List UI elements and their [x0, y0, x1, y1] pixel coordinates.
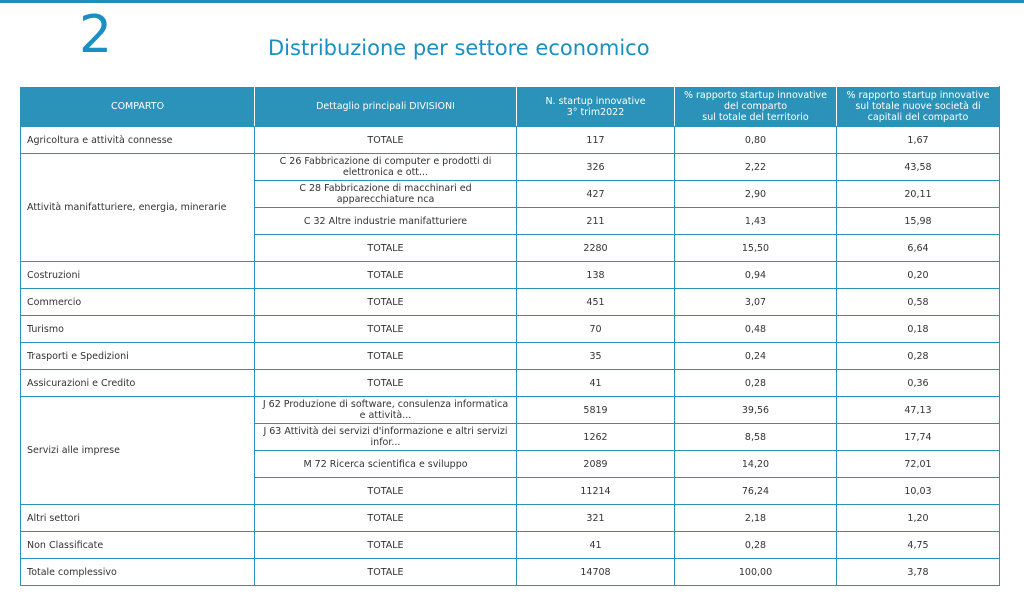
pct-nuove-cell: 0,18 — [837, 316, 1000, 343]
pct-nuove-cell: 20,11 — [837, 181, 1000, 208]
pct-nuove-cell: 47,13 — [837, 397, 1000, 424]
header-line: Dettaglio principali DIVISIONI — [316, 101, 455, 112]
pct-territorio-cell: 0,94 — [675, 262, 837, 289]
pct-nuove-cell: 72,01 — [837, 451, 1000, 478]
divisione-cell: TOTALE — [255, 235, 517, 262]
table-row — [21, 559, 1000, 586]
pct-territorio-cell: 2,18 — [675, 505, 837, 532]
pct-nuove-cell: 1,67 — [837, 127, 1000, 154]
divisione-cell: M 72 Ricerca scientifica e sviluppo — [255, 451, 517, 478]
pct-territorio-cell: 100,00 — [675, 559, 837, 586]
pct-nuove-cell: 17,74 — [837, 424, 1000, 451]
header-line: N. startup innovative — [545, 95, 646, 107]
n-startup-cell: 326 — [517, 154, 675, 181]
header-line: COMPARTO — [110, 101, 165, 112]
n-startup-cell: 14708 — [517, 559, 675, 586]
pct-territorio-cell: 0,48 — [675, 316, 837, 343]
divisione-cell: TOTALE — [255, 343, 517, 370]
pct-territorio-cell: 3,07 — [675, 289, 837, 316]
pct-nuove-cell: 0,28 — [837, 343, 1000, 370]
table-row — [21, 370, 1000, 397]
header-pct-territorio — [675, 87, 837, 127]
divisione-cell: TOTALE — [255, 478, 517, 505]
pct-territorio-cell: 0,80 — [675, 127, 837, 154]
header-line: sul totale nuove società di — [855, 101, 981, 112]
divisione-cell: TOTALE — [255, 559, 517, 586]
comparto-cell: Commercio — [21, 289, 255, 316]
table-header-row — [21, 87, 1000, 127]
pct-nuove-cell: 6,64 — [837, 235, 1000, 262]
header-n-startup — [517, 87, 675, 127]
pct-nuove-cell: 43,58 — [837, 154, 1000, 181]
table-row — [21, 154, 1000, 181]
pct-territorio-cell: 2,90 — [675, 181, 837, 208]
pct-nuove-cell: 15,98 — [837, 208, 1000, 235]
n-startup-cell: 427 — [517, 181, 675, 208]
divisione-cell: J 62 Produzione di software, consulenza informatica e attività... — [255, 397, 517, 424]
table-row — [21, 343, 1000, 370]
page-number: 2 — [79, 5, 113, 65]
table-row — [21, 316, 1000, 343]
divisione-cell: TOTALE — [255, 262, 517, 289]
table-row — [21, 532, 1000, 559]
comparto-cell: Assicurazioni e Credito — [21, 370, 255, 397]
divisione-cell: C 26 Fabbricazione di computer e prodotti di elettronica e ott... — [255, 154, 517, 181]
comparto-cell: Totale complessivo — [21, 559, 255, 586]
table-row — [21, 505, 1000, 532]
comparto-cell: Non Classificate — [21, 532, 255, 559]
header-line: % rapporto startup innovative — [846, 90, 990, 101]
header-line: del comparto — [723, 101, 788, 112]
sector-distribution-table — [20, 86, 1000, 586]
pct-nuove-cell: 0,20 — [837, 262, 1000, 289]
n-startup-cell: 2089 — [517, 451, 675, 478]
n-startup-cell: 117 — [517, 127, 675, 154]
pct-nuove-cell: 0,36 — [837, 370, 1000, 397]
pct-nuove-cell: 10,03 — [837, 478, 1000, 505]
divisione-cell: J 63 Attività dei servizi d'informazione e altri servizi infor... — [255, 424, 517, 451]
n-startup-cell: 451 — [517, 289, 675, 316]
pct-nuove-cell: 3,78 — [837, 559, 1000, 586]
comparto-cell: Servizi alle imprese — [21, 397, 255, 505]
pct-territorio-cell: 0,28 — [675, 370, 837, 397]
pct-territorio-cell: 39,56 — [675, 397, 837, 424]
n-startup-cell: 70 — [517, 316, 675, 343]
table-row — [21, 289, 1000, 316]
top-accent-bar — [0, 0, 1024, 3]
divisione-cell: TOTALE — [255, 370, 517, 397]
comparto-cell: Attività manifatturiere, energia, minerarie — [21, 154, 255, 262]
n-startup-cell: 1262 — [517, 424, 675, 451]
pct-nuove-cell: 1,20 — [837, 505, 1000, 532]
header-pct-nuove-societa — [837, 87, 1000, 127]
n-startup-cell: 35 — [517, 343, 675, 370]
n-startup-cell: 211 — [517, 208, 675, 235]
divisione-cell: TOTALE — [255, 127, 517, 154]
header-divisioni — [255, 87, 517, 127]
table-row — [21, 262, 1000, 289]
page-title: Distribuzione per settore economico — [268, 36, 650, 60]
pct-territorio-cell: 2,22 — [675, 154, 837, 181]
pct-nuove-cell: 4,75 — [837, 532, 1000, 559]
divisione-cell: TOTALE — [255, 289, 517, 316]
table-body — [21, 127, 1000, 586]
divisione-cell: TOTALE — [255, 505, 517, 532]
comparto-cell: Trasporti e Spedizioni — [21, 343, 255, 370]
n-startup-cell: 5819 — [517, 397, 675, 424]
n-startup-cell: 41 — [517, 370, 675, 397]
comparto-cell: Costruzioni — [21, 262, 255, 289]
header-line: capitali del comparto — [867, 112, 969, 123]
header-comparto — [21, 87, 255, 127]
n-startup-cell: 2280 — [517, 235, 675, 262]
pct-territorio-cell: 8,58 — [675, 424, 837, 451]
header-line: sul totale del territorio — [702, 112, 809, 123]
divisione-cell: C 28 Fabbricazione di macchinari ed apparecchiature nca — [255, 181, 517, 208]
header-line: 3° trim2022 — [566, 106, 625, 118]
comparto-cell: Turismo — [21, 316, 255, 343]
pct-territorio-cell: 0,28 — [675, 532, 837, 559]
divisione-cell: TOTALE — [255, 532, 517, 559]
comparto-cell: Altri settori — [21, 505, 255, 532]
n-startup-cell: 138 — [517, 262, 675, 289]
table-row — [21, 397, 1000, 424]
divisione-cell: TOTALE — [255, 316, 517, 343]
pct-territorio-cell: 0,24 — [675, 343, 837, 370]
pct-territorio-cell: 15,50 — [675, 235, 837, 262]
comparto-cell: Agricoltura e attività connesse — [21, 127, 255, 154]
divisione-cell: C 32 Altre industrie manifatturiere — [255, 208, 517, 235]
pct-territorio-cell: 14,20 — [675, 451, 837, 478]
pct-territorio-cell: 76,24 — [675, 478, 837, 505]
n-startup-cell: 321 — [517, 505, 675, 532]
header-line: % rapporto startup innovative — [683, 90, 828, 101]
n-startup-cell: 41 — [517, 532, 675, 559]
n-startup-cell: 11214 — [517, 478, 675, 505]
pct-nuove-cell: 0,58 — [837, 289, 1000, 316]
pct-territorio-cell: 1,43 — [675, 208, 837, 235]
table-row — [21, 127, 1000, 154]
